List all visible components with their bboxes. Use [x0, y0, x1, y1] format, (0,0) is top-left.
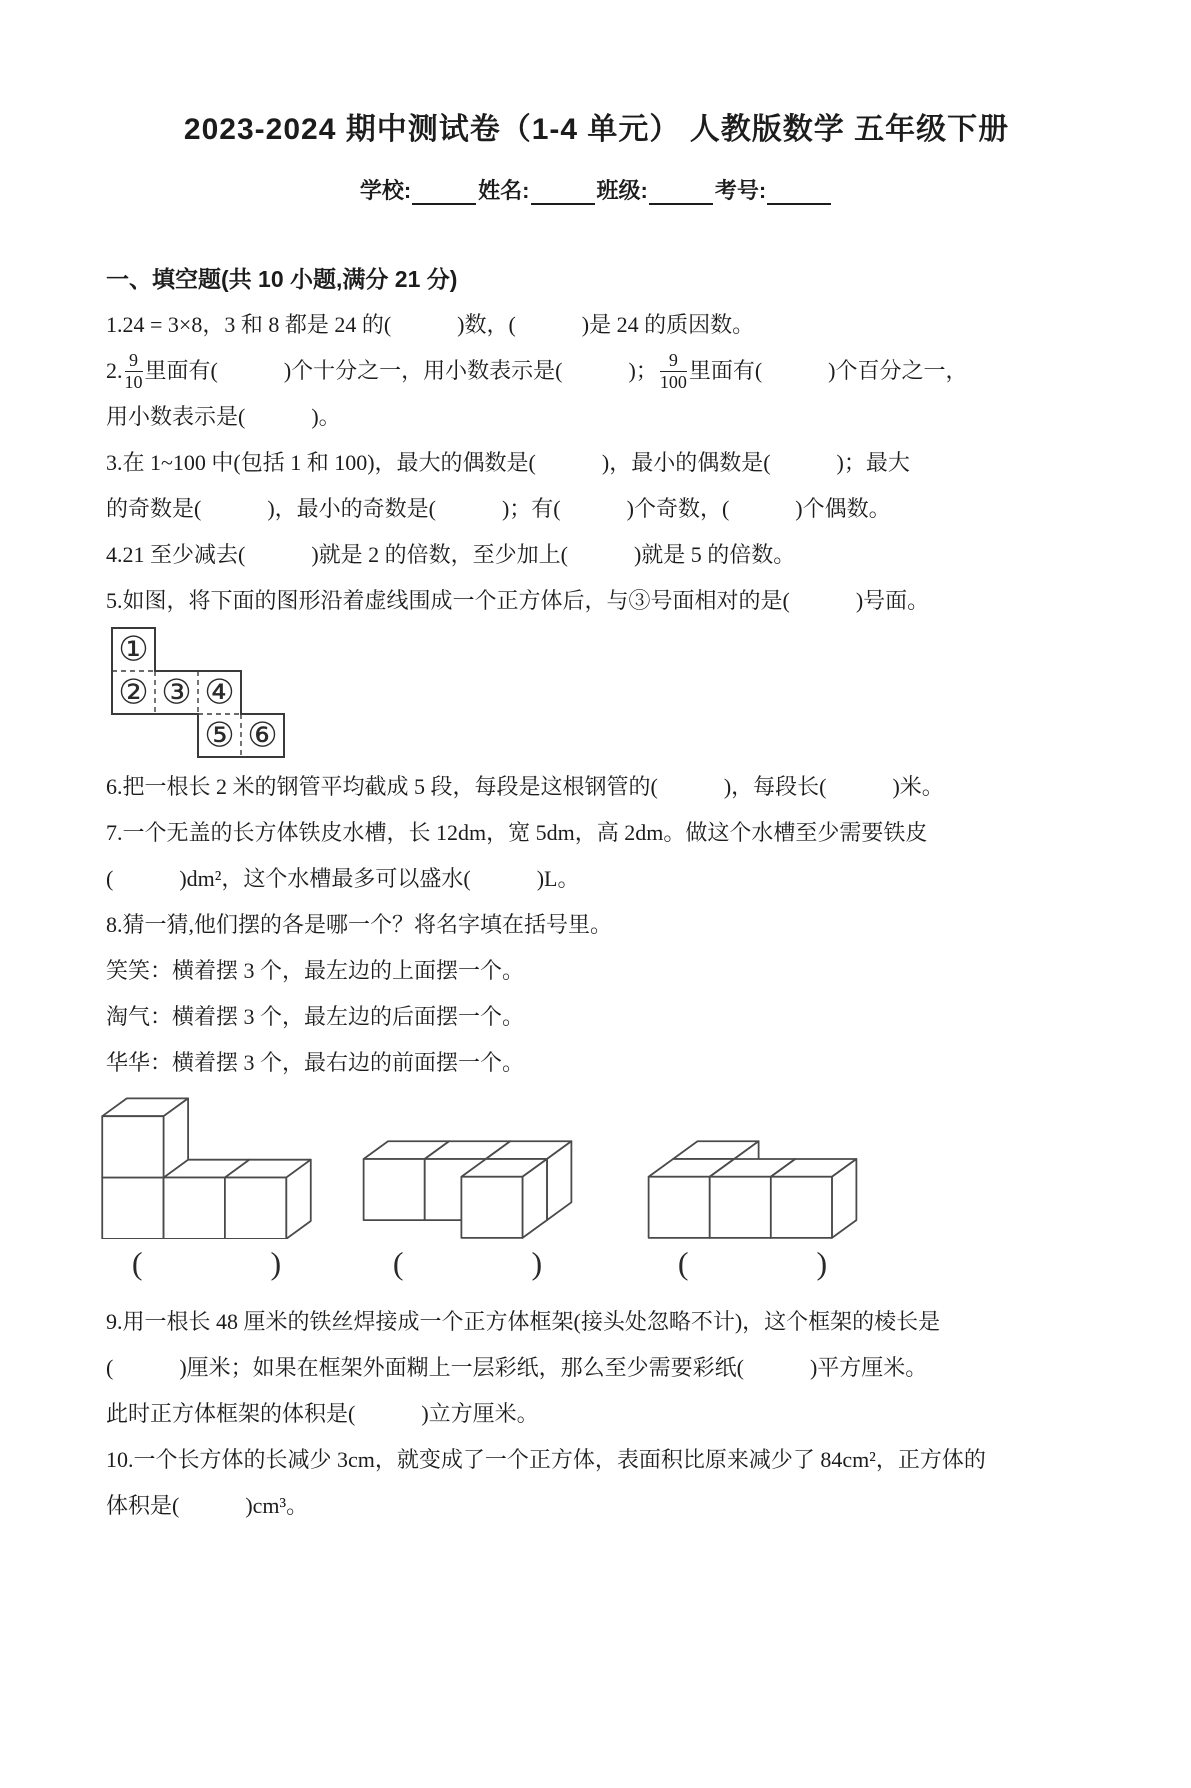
page-title: 2023-2024 期中测试卷（1-4 单元） 人教版数学 五年级下册	[183, 113, 1010, 146]
figure-2-answer-blank: ( )	[392, 1245, 543, 1281]
question-8: 8.猜一猜,他们摆的各是哪一个？将名字填在括号里。	[106, 912, 613, 937]
cube-figure-1	[100, 1096, 313, 1285]
question-6: 6.把一根长 2 米的钢管平均截成 5 段，每段是这根钢管的( )，每段长( )米。	[106, 774, 944, 799]
class-blank	[649, 181, 713, 205]
question-10-line-2: 体积是( )cm³。	[106, 1493, 309, 1518]
question-3-line-2: 的奇数是( )，最小的奇数是( )；有( )个奇数，( )个偶数。	[106, 496, 891, 521]
cube-figure-2-svg	[361, 1139, 574, 1239]
exam-number-blank	[767, 181, 831, 205]
question-3-line-1: 3.在 1~100 中(包括 1 和 100)，最大的偶数是( )，最小的偶数是( )；最大	[106, 450, 910, 475]
question-9-line-2: ( )厘米；如果在框架外面糊上一层彩纸，那么至少需要彩纸( )平方厘米。	[106, 1355, 928, 1380]
question-10-line-1: 10.一个长方体的长减少 3cm，就变成了一个正方体，表面积比原来减少了 84cm²，正方体的	[106, 1447, 986, 1472]
cube	[225, 1160, 311, 1239]
question-2-line-2: 用小数表示是( )。	[106, 404, 341, 429]
name-blank	[531, 181, 595, 205]
question-2-text-1: 里面有( )个十分之一，用小数表示是( )；	[144, 358, 658, 383]
question-2-line-1	[106, 348, 1087, 394]
fraction-nine-tenths: $\frac{9}{10}$	[124, 350, 143, 392]
section-heading-fill-in-blanks: 一、填空题(共 10 小题,满分 21 分)	[106, 266, 458, 292]
school-label: 学校:	[359, 178, 412, 203]
question-4: 4.21 至少减去( )就是 2 的倍数，至少加上( )就是 5 的倍数。	[106, 542, 796, 567]
name-label: 姓名:	[478, 178, 530, 203]
exam-number-label: 考号:	[714, 178, 767, 203]
net-face-1: ①	[118, 631, 149, 669]
question-5: 5.如图，将下面的图形沿着虚线围成一个正方体后，与③号面相对的是( )号面。	[106, 588, 930, 613]
cube-figure-1-svg	[100, 1096, 313, 1239]
fraction-nine-hundredths: $\frac{9}{100}$	[659, 350, 687, 392]
question-8-clue-taoqi: 淘气：横着摆 3 个，最左边的后面摆一个。	[106, 1004, 525, 1029]
net-face-2: ②	[118, 674, 149, 712]
class-label: 班级:	[596, 178, 648, 203]
exam-number-field	[715, 174, 833, 205]
figure-3-answer-blank: ( )	[677, 1245, 828, 1281]
cube	[461, 1159, 547, 1238]
figure-1-answer-blank: ( )	[131, 1245, 282, 1281]
school-blank	[412, 181, 476, 205]
name-field	[478, 174, 596, 205]
net-face-4: ④	[204, 674, 235, 712]
net-face-5: ⑤	[204, 717, 235, 755]
cube	[771, 1159, 857, 1238]
question-9-line-3: 此时正方体框架的体积是( )立方厘米。	[106, 1401, 539, 1426]
question-2-text-2: 里面有( )个百分之一，	[688, 358, 968, 383]
cube-figure-3-svg	[646, 1139, 859, 1239]
exam-page	[0, 104, 1191, 1529]
question-9-line-1: 9.用一根长 48 厘米的铁丝焊接成一个正方体框架(接头处忽略不计)，这个框架的棱长是	[106, 1309, 941, 1334]
question-1: 1.24 = 3×8，3 和 8 都是 24 的( )数，( )是 24 的质因数。	[106, 312, 755, 337]
class-field	[597, 174, 715, 205]
net-face-3: ③	[161, 674, 192, 712]
question-7-line-1: 7.一个无盖的长方体铁皮水槽，长 12dm，宽 5dm，高 2dm。做这个水槽至少需要铁皮	[106, 820, 928, 845]
cube-net-diagram	[110, 626, 1087, 760]
cube	[102, 1098, 188, 1177]
question-2-number: 2.	[106, 358, 123, 383]
question-8-clue-xiaoxiao: 笑笑：横着摆 3 个，最左边的上面摆一个。	[106, 958, 525, 983]
cube-net-svg	[110, 626, 286, 760]
school-field	[360, 174, 478, 205]
student-info-line	[106, 174, 1087, 205]
question-7-line-2: ( )dm²，这个水槽最多可以盛水( )L。	[106, 866, 580, 891]
cube-figure-2	[361, 1139, 574, 1285]
question-8-clue-huahua: 华华：横着摆 3 个，最右边的前面摆一个。	[106, 1050, 525, 1075]
cube-figures-row	[106, 1096, 1087, 1285]
net-face-6: ⑥	[247, 717, 278, 755]
cube-figure-3	[646, 1139, 859, 1285]
